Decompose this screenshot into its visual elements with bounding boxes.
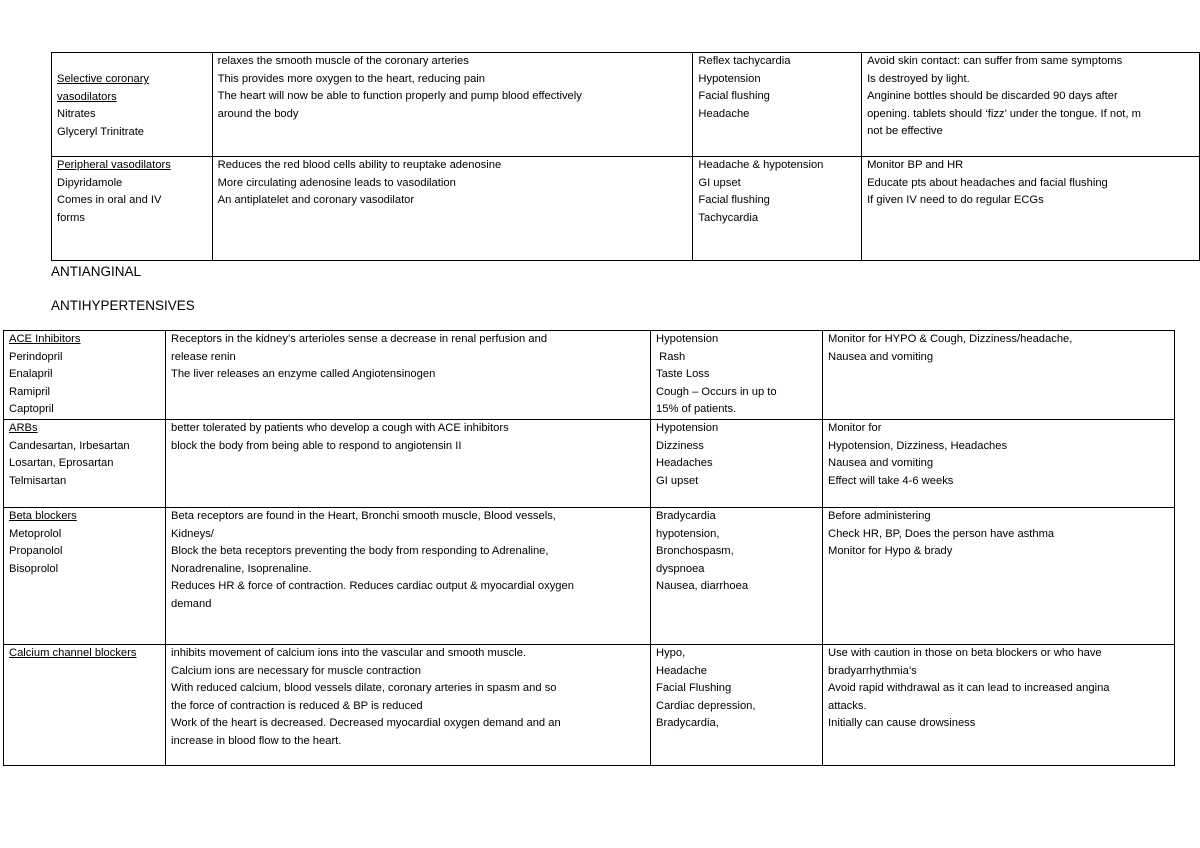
text-line: Taste Loss <box>656 368 710 381</box>
drug-class-title: Calcium channel blockers <box>9 646 137 659</box>
text-line: Bradycardia <box>656 509 716 522</box>
text-line: Rash <box>656 350 686 363</box>
text-line: Avoid skin contact: can suffer from same symptoms <box>867 55 1123 67</box>
action-cell <box>212 157 693 261</box>
text-line: An antiplatelet and coronary vasodilator <box>217 194 415 207</box>
drug-class-title: Selective coronary vasodilators <box>57 73 150 103</box>
text-line: not be effective <box>867 125 943 138</box>
side-effects-cell <box>651 331 823 420</box>
text-line: Hypotension <box>656 333 719 345</box>
text-line: Calcium ions are necessary for muscle contraction <box>171 664 421 677</box>
text-line: Noradrenaline, Isoprenaline. <box>171 562 312 575</box>
text-line: The liver releases an enzyme called Angiotensinogen <box>171 368 436 381</box>
text-line: 15% of patients. <box>656 403 737 416</box>
text-line: Nausea, diarrhoea <box>656 580 749 593</box>
text-line: Cardiac depression, <box>656 699 756 712</box>
text-line: hypotension, <box>656 527 720 540</box>
text-line: Reduces HR & force of contraction. Reduces cardiac output & myocardial oxygen <box>171 580 574 593</box>
text-line: Monitor BP and HR <box>867 159 964 171</box>
action-cell <box>166 419 651 507</box>
text-line: Reduces the red blood cells ability to reuptake adenosine <box>217 159 502 171</box>
text-line: If given IV need to do regular ECGs <box>867 194 1044 207</box>
text-line: Monitor for HYPO & Cough, Dizziness/headache, <box>828 333 1073 345</box>
side-effects-cell <box>651 644 823 765</box>
nursing-cell <box>862 53 1200 157</box>
text-line: Check HR, BP, Does the person have asthma <box>828 527 1055 540</box>
text-line: Anginine bottles should be discarded 90 days after <box>867 90 1118 103</box>
text-line: Educate pts about headaches and facial flushing <box>867 176 1108 189</box>
text-line: Cough – Occurs in up to <box>656 385 777 398</box>
nursing-cell <box>823 644 1175 765</box>
text-line: Monitor for Hypo & brady <box>828 545 953 558</box>
text-line: Use with caution in those on beta blockers or who have <box>828 646 1102 659</box>
text-line: Block the beta receptors preventing the body from responding to Adrenaline, <box>171 545 549 558</box>
drug-name: forms <box>57 211 85 224</box>
text-line: Bradycardia, <box>656 717 719 730</box>
drug-name: Glyceryl Trinitrate <box>57 125 145 138</box>
action-cell <box>166 644 651 765</box>
drug-class-title: Beta blockers <box>9 509 77 522</box>
text-line: Kidneys/ <box>171 527 214 540</box>
text-line: Initially can cause drowsiness <box>828 717 976 730</box>
drug-name: Candesartan, Irbesartan <box>9 439 130 452</box>
drug-class-title: Peripheral vasodilators <box>57 159 171 171</box>
nursing-cell <box>823 419 1175 507</box>
antihypertensives-table <box>3 330 1175 766</box>
side-effects-cell <box>693 53 862 157</box>
text-line: attacks. <box>828 699 867 712</box>
side-effects-cell <box>693 157 862 261</box>
nursing-cell <box>823 331 1175 420</box>
text-line: the force of contraction is reduced & BP is reduced <box>171 699 423 712</box>
text-line: bradyarrhythmia’s <box>828 664 917 677</box>
text-line: Receptors in the kidney’s arterioles sense a decrease in renal perfusion and <box>171 333 548 345</box>
drug-name: Bisoprolol <box>9 562 59 575</box>
text-line: Facial Flushing <box>656 682 732 695</box>
drug-class-cell <box>4 507 166 644</box>
drug-class-cell <box>4 419 166 507</box>
text-line: Headaches <box>656 457 713 470</box>
text-line: More circulating adenosine leads to vasodilation <box>217 176 456 189</box>
text-line: around the body <box>217 107 299 120</box>
text-line: Before administering <box>828 509 931 522</box>
text-line: Hypotension <box>698 72 761 85</box>
action-cell <box>166 507 651 644</box>
text-line: Bronchospasm, <box>656 545 734 558</box>
side-effects-cell <box>651 419 823 507</box>
table-row <box>4 331 1175 420</box>
nursing-cell <box>823 507 1175 644</box>
drug-name: Propanolol <box>9 545 63 558</box>
drug-name: Metoprolol <box>9 527 62 540</box>
drug-name: Ramipril <box>9 385 51 398</box>
table-row <box>4 419 1175 507</box>
text-line: Headache & hypotension <box>698 159 824 171</box>
text-line: With reduced calcium, blood vessels dilate, coronary arteries in spasm and so <box>171 682 557 695</box>
text-line: Hypotension, Dizziness, Headaches <box>828 439 1008 452</box>
drug-name: Captopril <box>9 403 54 416</box>
antianginal-heading: ANTIANGINAL <box>51 264 142 279</box>
table-row <box>52 157 1200 261</box>
text-line: Nausea and vomiting <box>828 457 934 470</box>
text-line: Is destroyed by light. <box>867 72 970 85</box>
text-line: GI upset <box>698 176 741 189</box>
text-line: Monitor for <box>828 421 882 434</box>
text-line: relaxes the smooth muscle of the coronary arteries <box>217 55 469 67</box>
text-line: better tolerated by patients who develop a cough with ACE inhibitors <box>171 421 509 434</box>
antihypertensives-heading: ANTIHYPERTENSIVES <box>51 298 195 313</box>
drug-name: Telmisartan <box>9 474 67 487</box>
text-line: Facial flushing <box>698 194 770 207</box>
drug-class-cell <box>52 53 213 157</box>
text-line: increase in blood flow to the heart. <box>171 734 342 747</box>
text-line: Dizziness <box>656 439 704 452</box>
text-line: GI upset <box>656 474 699 487</box>
text-line: Headache <box>698 107 750 120</box>
text-line: block the body from being able to respond to angiotensin II <box>171 439 462 452</box>
text-line: Beta receptors are found in the Heart, Bronchi smooth muscle, Blood vessels, <box>171 509 556 522</box>
text-line: Avoid rapid withdrawal as it can lead to increased angina <box>828 682 1110 695</box>
drug-class-title: ACE Inhibitors <box>9 333 81 345</box>
action-cell <box>212 53 693 157</box>
drug-name: Perindopril <box>9 350 63 363</box>
text-line: Facial flushing <box>698 90 770 103</box>
drug-class-cell <box>4 644 166 765</box>
drug-name: Enalapril <box>9 368 53 381</box>
text-line: opening. tablets should ‘fizz’ under the tongue. If not, m <box>867 107 1141 120</box>
side-effects-cell <box>651 507 823 644</box>
text-line: release renin <box>171 350 236 363</box>
action-cell <box>166 331 651 420</box>
antianginal-table <box>51 52 1200 261</box>
table-row <box>4 644 1175 765</box>
text-line: Hypo, <box>656 646 686 659</box>
text-line: This provides more oxygen to the heart, reducing pain <box>217 72 486 85</box>
drug-name: Dipyridamole <box>57 176 123 189</box>
text-line: Headache <box>656 664 708 677</box>
text-line: Effect will take 4-6 weeks <box>828 474 954 487</box>
text-line: Hypotension <box>656 421 719 434</box>
text-line: The heart will now be able to function properly and pump blood effectively <box>217 90 582 103</box>
drug-class-cell <box>52 157 213 261</box>
drug-class-cell <box>4 331 166 420</box>
table-row <box>4 507 1175 644</box>
drug-name: Comes in oral and IV <box>57 194 162 207</box>
text-line: demand <box>171 597 212 610</box>
text-line: Tachycardia <box>698 211 759 224</box>
text-line: Nausea and vomiting <box>828 350 934 363</box>
text-line: Reflex tachycardia <box>698 55 791 67</box>
drug-name: Nitrates <box>57 108 96 121</box>
text-line: dyspnoea <box>656 562 705 575</box>
text-line: inhibits movement of calcium ions into the vascular and smooth muscle. <box>171 646 527 659</box>
text-line: Work of the heart is decreased. Decreased myocardial oxygen demand and an <box>171 717 561 730</box>
nursing-cell <box>862 157 1200 261</box>
table-row <box>52 53 1200 157</box>
drug-name: Losartan, Eprosartan <box>9 457 114 470</box>
drug-class-title: ARBs <box>9 421 38 434</box>
